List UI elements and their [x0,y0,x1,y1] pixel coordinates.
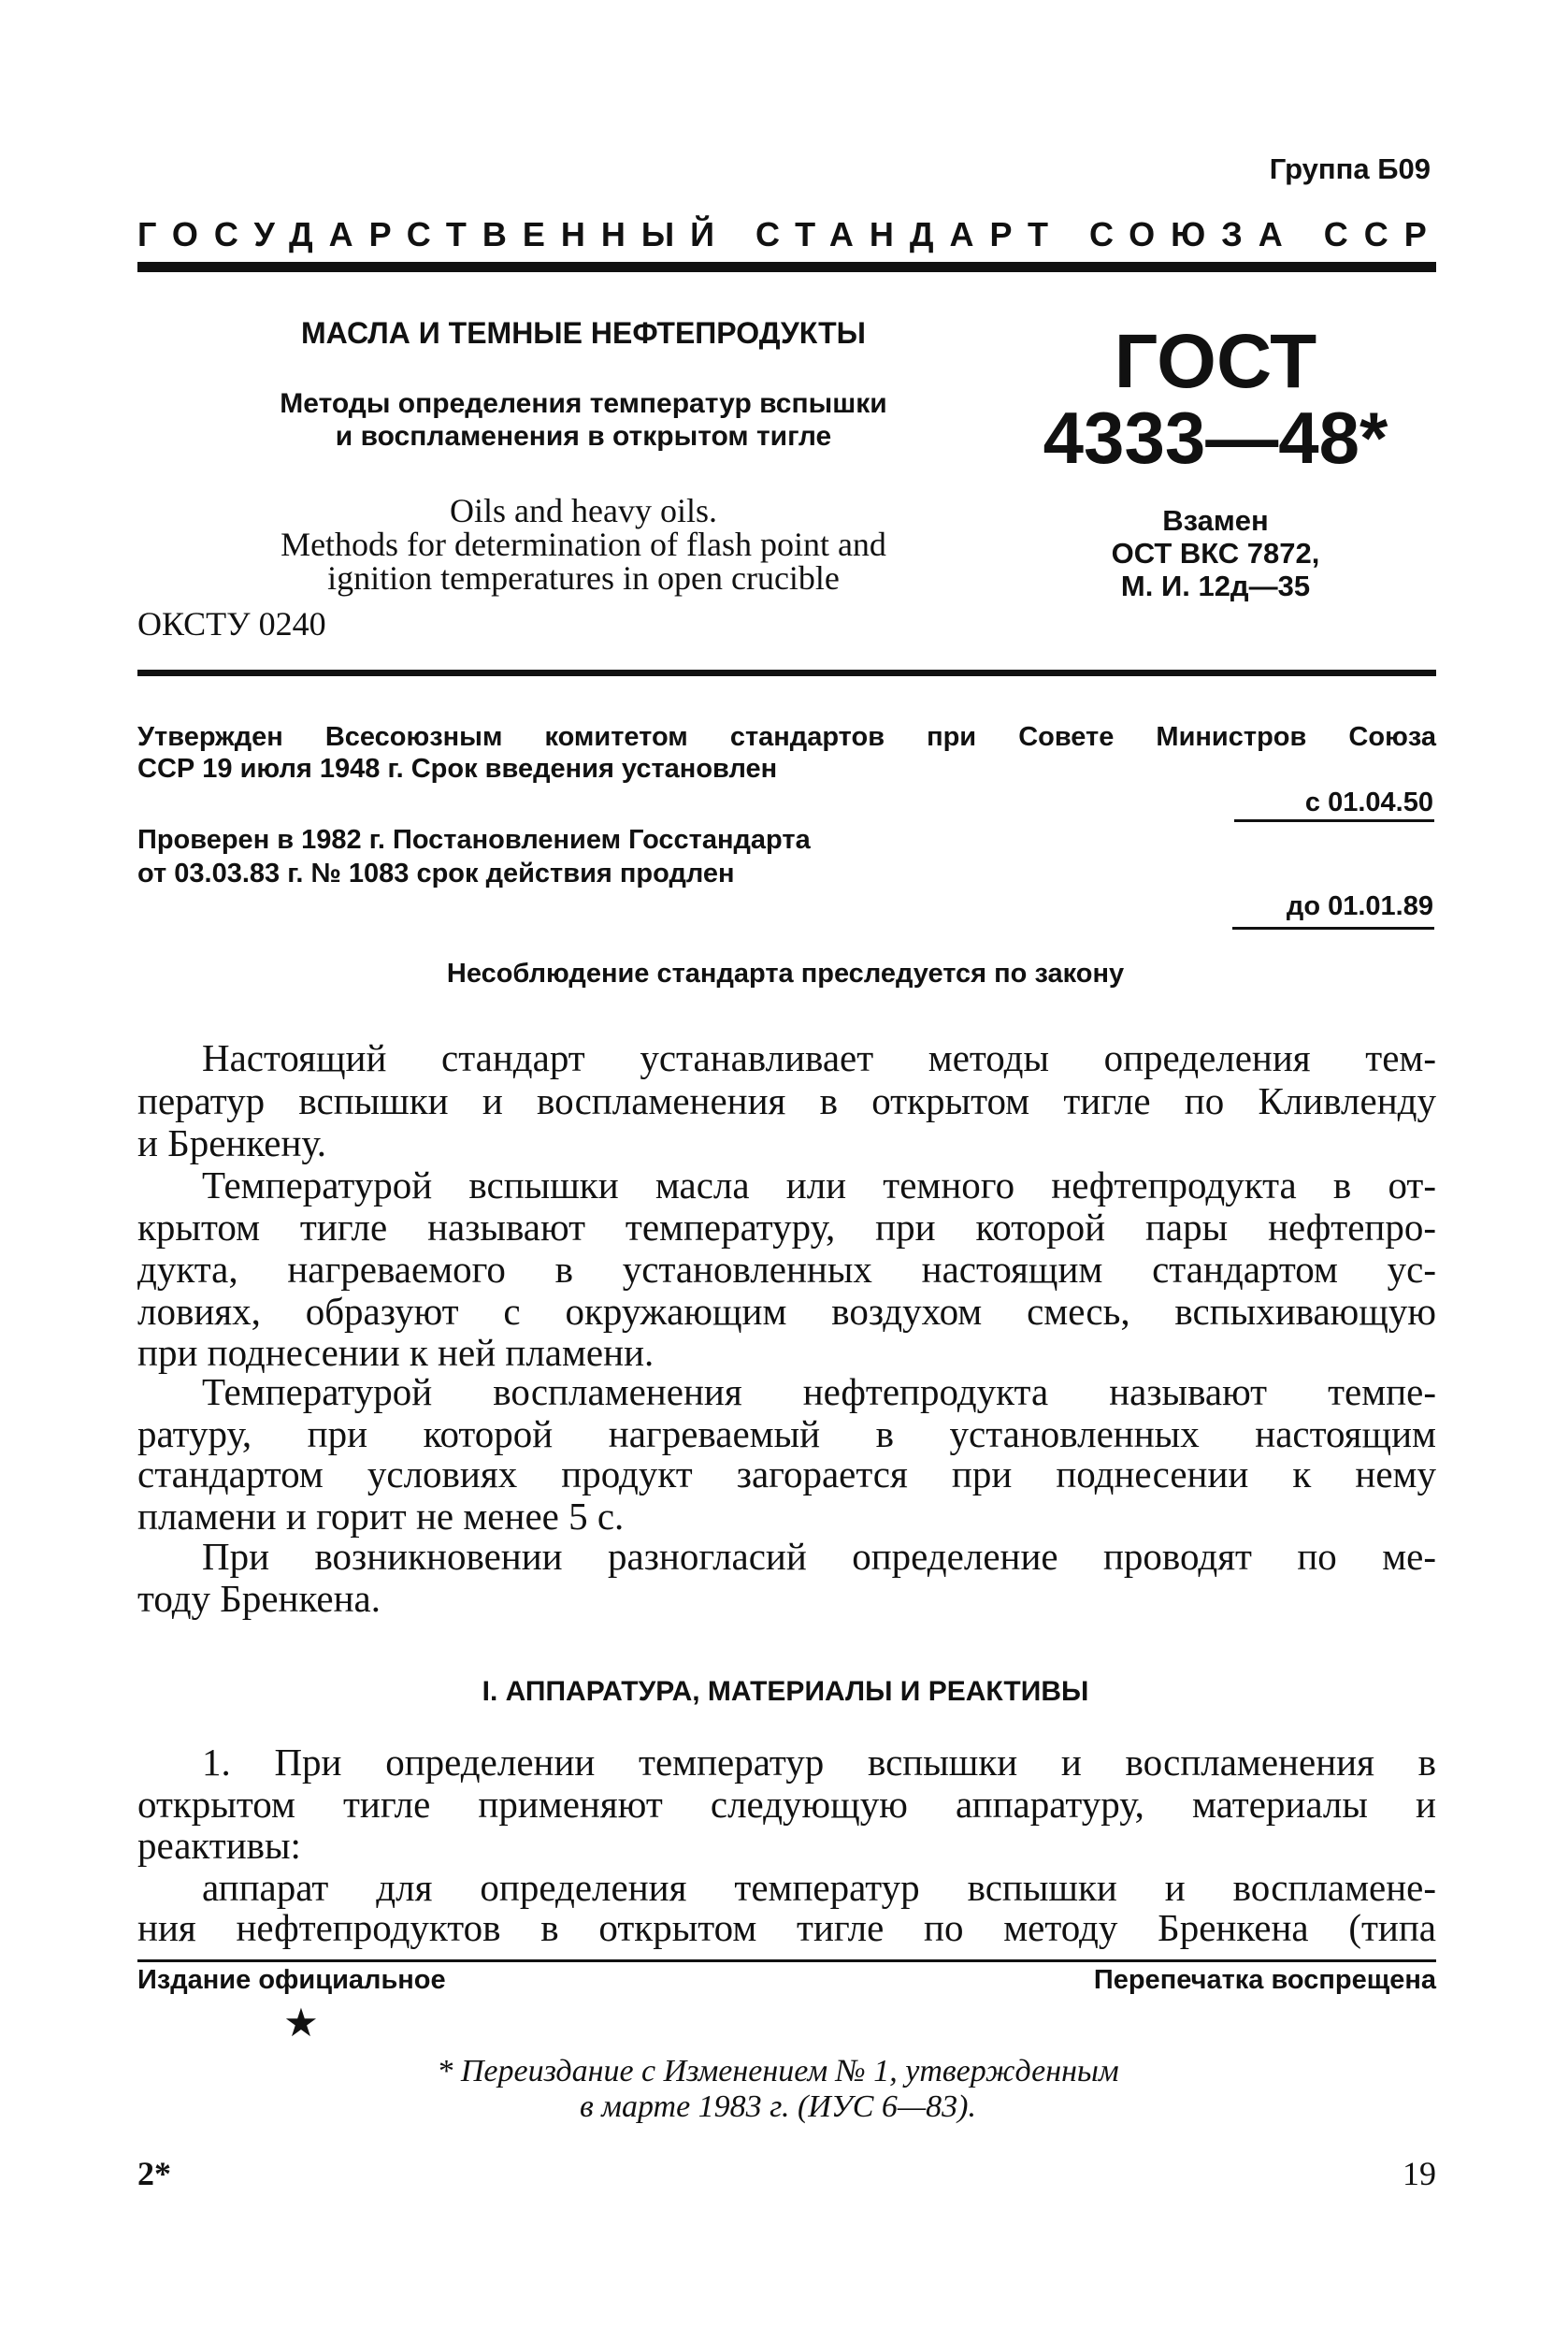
body-line: аппарат для определения температур вспышки и воспламене- [202,1866,1436,1909]
legal-warning: Несоблюдение стандарта преследуется по закону [446,959,1125,989]
reprint-notice: Перепечатка воспрещена [1093,1965,1436,1995]
page-number: 19 [1403,2155,1436,2192]
divider [137,1959,1436,1962]
section-heading: I. АППАРАТУРА, МАТЕРИАЛЫ И РЕАКТИВЫ [482,1676,1089,1707]
replaces-item: ОСТ ВКС 7872, [1111,537,1320,570]
body-line: тоду Бренкена. [137,1577,381,1620]
body-line: пламени и горит не менее 5 с. [137,1495,625,1538]
body-line: Настоящий стандарт устанавливает методы определения тем- [202,1036,1436,1079]
edition-label: Издание официальное [137,1965,446,1995]
effective-date: с 01.04.50 [1304,788,1433,817]
divider [137,670,1436,676]
header-title: ГОСУДАРСТВЕННЫЙ СТАНДАРТ СОЮЗА ССР [137,215,1443,253]
body-line: при поднесении к ней пламени. [137,1331,655,1374]
gost-label: ГОСТ [1114,319,1317,404]
divider [137,262,1436,272]
body-line: реактивы: [137,1824,301,1867]
english-title: Oils and heavy oils. [450,492,717,529]
doc-subtitle: Методы определения температур вспышки [280,388,887,419]
body-line: крытом тигле называют температуру, при которой пары нефтепро- [137,1206,1436,1249]
star-icon: ★ [283,2002,319,2045]
body-line: 1. При определении температур вспышки и воспламенения в [202,1741,1436,1784]
expiry-date: до 01.01.89 [1286,891,1433,921]
body-line: ратуру, при которой нагреваемый в установленных настоящим [137,1412,1436,1455]
body-line: ператур вспышки и воспламенения в открытом тигле по Кливленду [137,1079,1436,1122]
footnote: * Переиздание с Изменением № 1, утвержденным [437,2054,1119,2088]
gost-number: 4333—48* [1043,397,1388,479]
body-line: открытом тигле применяют следующую аппаратуру, материалы и [137,1783,1436,1826]
english-title: ignition temperatures in open crucible [327,559,840,597]
doc-title: МАСЛА И ТЕМНЫЕ НЕФТЕПРОДУКТЫ [301,316,866,350]
approval-text: Утвержден Всесоюзным комитетом стандартов при Совете Министров Союза [137,722,1436,752]
signature-mark: 2* [137,2155,171,2192]
approval-text: ССР 19 июля 1948 г. Срок введения установлен [137,754,778,784]
underline [1234,819,1434,822]
body-line: Температурой воспламенения нефтепродукта называют темпе- [202,1370,1436,1413]
body-line: стандартом условиях продукт загорается при поднесении к нему [137,1452,1436,1496]
footnote: в марте 1983 г. (ИУС 6—83). [580,2089,976,2124]
body-line: и Бренкену. [137,1121,327,1164]
replaces-item: М. И. 12д—35 [1120,570,1311,602]
underline [1232,927,1434,930]
revision-text: Проверен в 1982 г. Постановлением Госстандарта [137,825,811,855]
english-title: Methods for determination of flash point and [281,526,886,563]
body-line: При возникновении разногласий определение проводят по ме- [202,1535,1436,1578]
doc-subtitle: и воспламенения в открытом тигле [335,421,832,452]
replaces-label: Взамен [1162,504,1269,537]
body-line: дукта, нагреваемого в установленных настоящим стандартом ус- [137,1248,1436,1291]
body-line: ловиях, образуют с окружающим воздухом смесь, вспыхивающую [137,1290,1436,1333]
revision-text: от 03.03.83 г. № 1083 срок действия продлен [137,859,735,889]
group-code: Группа Б09 [1269,152,1431,185]
body-line: Температурой вспышки масла или темного нефтепродукта в от- [202,1163,1436,1207]
okstu-code: ОКСТУ 0240 [137,605,326,643]
body-line: ния нефтепродуктов в открытом тигле по методу Бренкена (типа [137,1906,1436,1949]
